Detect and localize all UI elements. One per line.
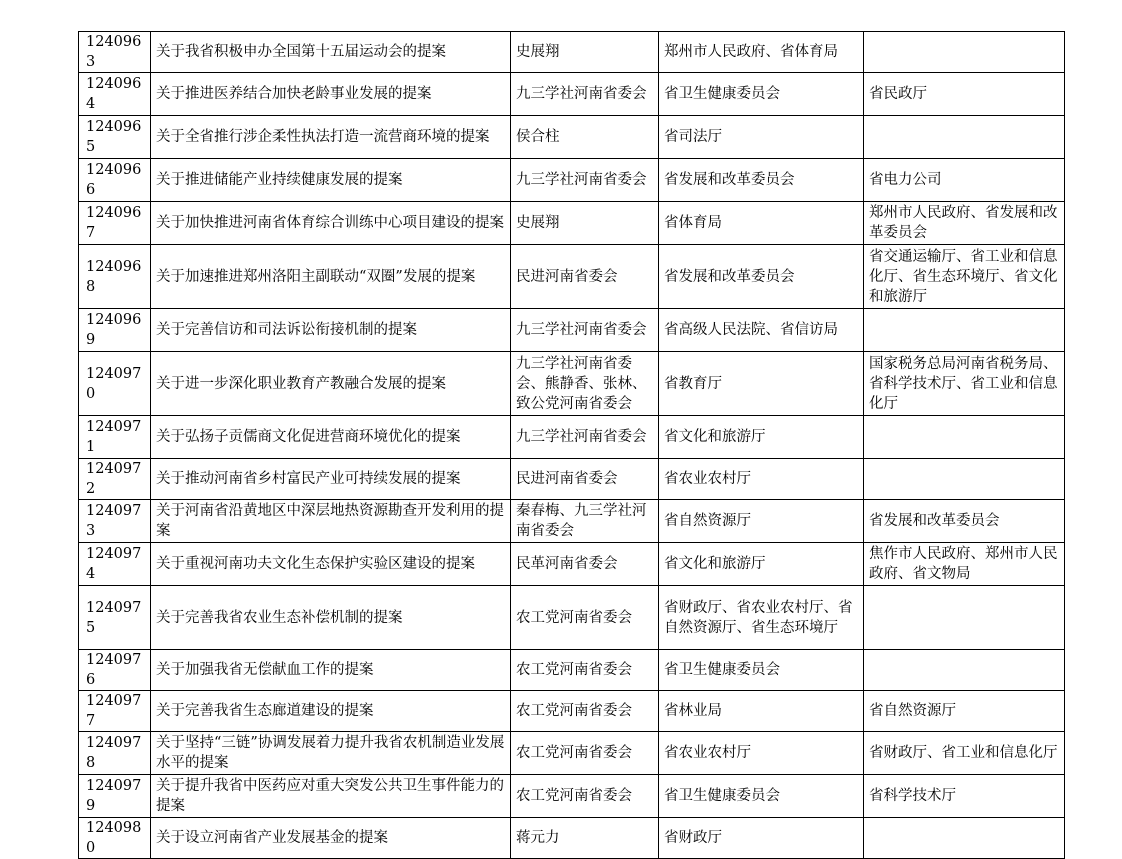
proposal-id-cell: 1240980 bbox=[79, 818, 151, 859]
proposer-cell: 史展翔 bbox=[511, 32, 659, 73]
table-row bbox=[79, 352, 1065, 416]
assist-unit-cell: 焦作市人民政府、郑州市人民政府、省文物局 bbox=[864, 543, 1065, 586]
proposer-cell: 民进河南省委会 bbox=[511, 245, 659, 309]
proposer-cell: 九三学社河南省委会 bbox=[511, 416, 659, 459]
proposal-id-cell: 1240975 bbox=[79, 586, 151, 650]
assist-unit-cell bbox=[864, 818, 1065, 859]
proposal-title-cell: 关于进一步深化职业教育产教融合发展的提案 bbox=[151, 352, 511, 416]
table-row bbox=[79, 116, 1065, 159]
proposal-id-cell: 1240965 bbox=[79, 116, 151, 159]
proposal-title-cell: 关于完善信访和司法诉讼衔接机制的提案 bbox=[151, 309, 511, 352]
proposer-cell: 九三学社河南省委会 bbox=[511, 309, 659, 352]
proposer-cell: 农工党河南省委会 bbox=[511, 732, 659, 775]
table-row bbox=[79, 500, 1065, 543]
lead-unit-cell: 省财政厅 bbox=[659, 818, 864, 859]
lead-unit-cell: 省发展和改革委员会 bbox=[659, 245, 864, 309]
proposal-id-cell: 1240969 bbox=[79, 309, 151, 352]
lead-unit-cell: 省文化和旅游厅 bbox=[659, 416, 864, 459]
lead-unit-cell: 省司法厅 bbox=[659, 116, 864, 159]
lead-unit-cell: 省农业农村厅 bbox=[659, 732, 864, 775]
proposal-title-cell: 关于加强我省无偿献血工作的提案 bbox=[151, 650, 511, 691]
table-row bbox=[79, 73, 1065, 116]
table-row bbox=[79, 245, 1065, 309]
proposer-cell: 民革河南省委会 bbox=[511, 543, 659, 586]
lead-unit-cell: 省教育厅 bbox=[659, 352, 864, 416]
proposal-id-cell: 1240974 bbox=[79, 543, 151, 586]
assist-unit-cell bbox=[864, 586, 1065, 650]
assist-unit-cell: 郑州市人民政府、省发展和改革委员会 bbox=[864, 202, 1065, 245]
assist-unit-cell: 省财政厅、省工业和信息化厅 bbox=[864, 732, 1065, 775]
lead-unit-cell: 省卫生健康委员会 bbox=[659, 650, 864, 691]
assist-unit-cell: 省科学技术厅 bbox=[864, 775, 1065, 818]
lead-unit-cell: 省自然资源厅 bbox=[659, 500, 864, 543]
proposer-cell: 九三学社河南省委会、熊静香、张林、致公党河南省委会 bbox=[511, 352, 659, 416]
lead-unit-cell: 省发展和改革委员会 bbox=[659, 159, 864, 202]
proposal-id-cell: 1240970 bbox=[79, 352, 151, 416]
proposal-title-cell: 关于推进医养结合加快老龄事业发展的提案 bbox=[151, 73, 511, 116]
proposal-title-cell: 关于设立河南省产业发展基金的提案 bbox=[151, 818, 511, 859]
lead-unit-cell: 省卫生健康委员会 bbox=[659, 73, 864, 116]
proposal-table bbox=[78, 31, 1065, 859]
proposal-title-cell: 关于重视河南功夫文化生态保护实验区建设的提案 bbox=[151, 543, 511, 586]
lead-unit-cell: 郑州市人民政府、省体育局 bbox=[659, 32, 864, 73]
proposal-table-body bbox=[79, 32, 1065, 859]
table-row bbox=[79, 543, 1065, 586]
proposer-cell: 九三学社河南省委会 bbox=[511, 159, 659, 202]
proposal-id-cell: 1240978 bbox=[79, 732, 151, 775]
proposal-id-cell: 1240967 bbox=[79, 202, 151, 245]
proposal-title-cell: 关于完善我省生态廊道建设的提案 bbox=[151, 691, 511, 732]
table-row bbox=[79, 159, 1065, 202]
assist-unit-cell: 省交通运输厅、省工业和信息化厅、省生态环境厅、省文化和旅游厅 bbox=[864, 245, 1065, 309]
proposer-cell: 农工党河南省委会 bbox=[511, 775, 659, 818]
proposal-title-cell: 关于提升我省中医药应对重大突发公共卫生事件能力的提案 bbox=[151, 775, 511, 818]
table-row bbox=[79, 32, 1065, 73]
lead-unit-cell: 省财政厅、省农业农村厅、省自然资源厅、省生态环境厅 bbox=[659, 586, 864, 650]
proposal-title-cell: 关于弘扬子贡儒商文化促进营商环境优化的提案 bbox=[151, 416, 511, 459]
proposal-id-cell: 1240979 bbox=[79, 775, 151, 818]
proposal-title-cell: 关于推动河南省乡村富民产业可持续发展的提案 bbox=[151, 459, 511, 500]
assist-unit-cell: 省电力公司 bbox=[864, 159, 1065, 202]
assist-unit-cell bbox=[864, 459, 1065, 500]
proposal-id-cell: 1240964 bbox=[79, 73, 151, 116]
lead-unit-cell: 省体育局 bbox=[659, 202, 864, 245]
assist-unit-cell: 省民政厅 bbox=[864, 73, 1065, 116]
proposal-title-cell: 关于推进储能产业持续健康发展的提案 bbox=[151, 159, 511, 202]
table-row bbox=[79, 309, 1065, 352]
lead-unit-cell: 省文化和旅游厅 bbox=[659, 543, 864, 586]
proposer-cell: 秦春梅、九三学社河南省委会 bbox=[511, 500, 659, 543]
proposal-title-cell: 关于我省积极申办全国第十五届运动会的提案 bbox=[151, 32, 511, 73]
lead-unit-cell: 省高级人民法院、省信访局 bbox=[659, 309, 864, 352]
proposer-cell: 民进河南省委会 bbox=[511, 459, 659, 500]
proposer-cell: 农工党河南省委会 bbox=[511, 691, 659, 732]
table-row bbox=[79, 650, 1065, 691]
proposal-title-cell: 关于完善我省农业生态补偿机制的提案 bbox=[151, 586, 511, 650]
table-row bbox=[79, 732, 1065, 775]
table-row bbox=[79, 775, 1065, 818]
proposal-id-cell: 1240977 bbox=[79, 691, 151, 732]
proposal-id-cell: 1240966 bbox=[79, 159, 151, 202]
assist-unit-cell bbox=[864, 416, 1065, 459]
lead-unit-cell: 省林业局 bbox=[659, 691, 864, 732]
assist-unit-cell bbox=[864, 32, 1065, 73]
assist-unit-cell: 国家税务总局河南省税务局、省科学技术厅、省工业和信息化厅 bbox=[864, 352, 1065, 416]
proposer-cell: 史展翔 bbox=[511, 202, 659, 245]
table-row bbox=[79, 202, 1065, 245]
proposer-cell: 九三学社河南省委会 bbox=[511, 73, 659, 116]
proposer-cell: 侯合柱 bbox=[511, 116, 659, 159]
lead-unit-cell: 省卫生健康委员会 bbox=[659, 775, 864, 818]
table-row bbox=[79, 416, 1065, 459]
table-row bbox=[79, 818, 1065, 859]
proposal-id-cell: 1240973 bbox=[79, 500, 151, 543]
assist-unit-cell: 省发展和改革委员会 bbox=[864, 500, 1065, 543]
proposal-title-cell: 关于加速推进郑州洛阳主副联动“双圈”发展的提案 bbox=[151, 245, 511, 309]
lead-unit-cell: 省农业农村厅 bbox=[659, 459, 864, 500]
proposal-id-cell: 1240976 bbox=[79, 650, 151, 691]
proposal-title-cell: 关于坚持“三链”协调发展着力提升我省农机制造业发展水平的提案 bbox=[151, 732, 511, 775]
proposal-id-cell: 1240963 bbox=[79, 32, 151, 73]
proposer-cell: 农工党河南省委会 bbox=[511, 650, 659, 691]
proposer-cell: 蒋元力 bbox=[511, 818, 659, 859]
table-row bbox=[79, 586, 1065, 650]
proposal-title-cell: 关于全省推行涉企柔性执法打造一流营商环境的提案 bbox=[151, 116, 511, 159]
assist-unit-cell bbox=[864, 309, 1065, 352]
proposal-id-cell: 1240971 bbox=[79, 416, 151, 459]
assist-unit-cell bbox=[864, 650, 1065, 691]
proposal-id-cell: 1240968 bbox=[79, 245, 151, 309]
proposal-id-cell: 1240972 bbox=[79, 459, 151, 500]
assist-unit-cell: 省自然资源厅 bbox=[864, 691, 1065, 732]
table-row bbox=[79, 459, 1065, 500]
proposal-title-cell: 关于河南省沿黄地区中深层地热资源勘查开发利用的提案 bbox=[151, 500, 511, 543]
proposal-title-cell: 关于加快推进河南省体育综合训练中心项目建设的提案 bbox=[151, 202, 511, 245]
proposer-cell: 农工党河南省委会 bbox=[511, 586, 659, 650]
assist-unit-cell bbox=[864, 116, 1065, 159]
table-row bbox=[79, 691, 1065, 732]
